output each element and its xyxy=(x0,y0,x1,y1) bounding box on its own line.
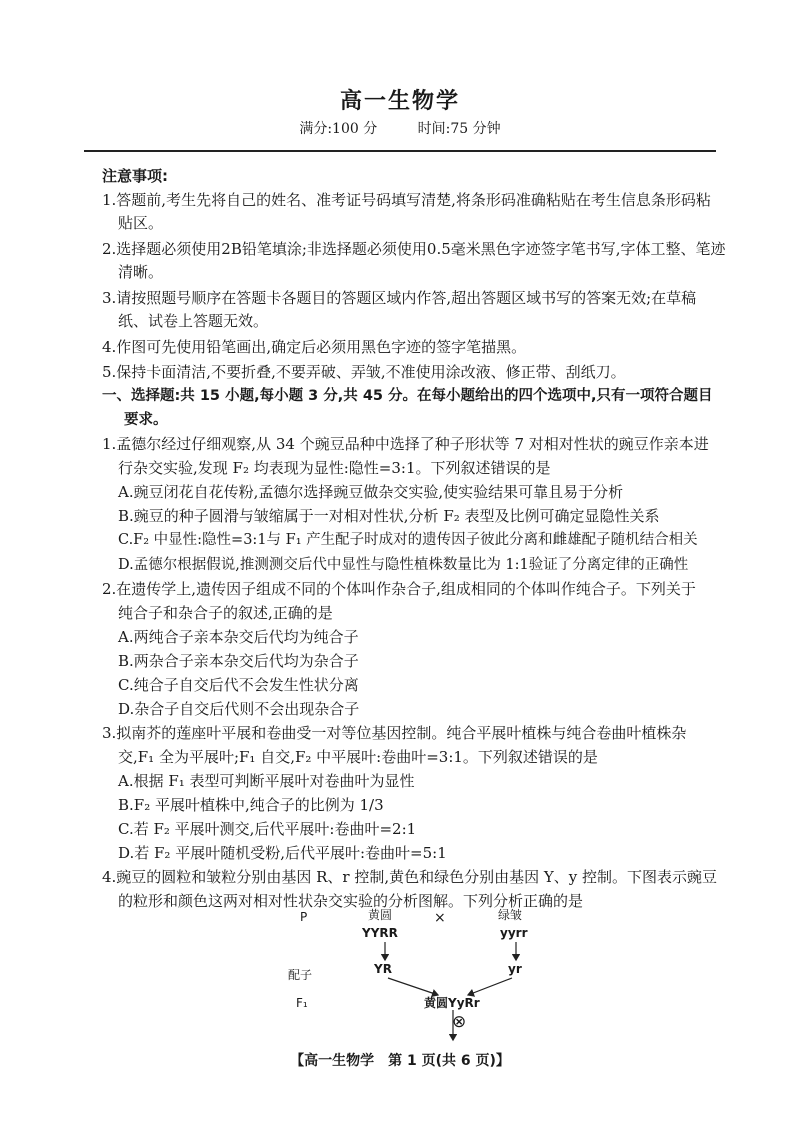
page-footer: 【高一生物学 第 1 页(共 6 页)】 xyxy=(290,1053,510,1069)
diagram-parent2-genotype: yyrr xyxy=(500,926,528,940)
full-score: 满分:100 分 xyxy=(299,121,378,137)
q2-option-b: B.两杂合子亲本杂交后代均为杂合子 xyxy=(118,652,359,670)
q4-stem: 4.豌豆的圆粒和皱粒分别由基因 R、r 控制,黄色和绿色分别由基因 Y、y 控制。下图表示豌豆 xyxy=(102,868,717,886)
notice-item-4: 4.作图可先使用铅笔画出,确定后必须用黑色字迹的签字笔描黑。 xyxy=(102,338,527,356)
selfing-symbol: ⊗ xyxy=(452,1012,467,1032)
q4-stem-cont: 的粒形和颜色这两对相对性状杂交实验的分析图解。下列分析正确的是 xyxy=(118,892,584,910)
q1-option-a: A.豌豆闭花自花传粉,孟德尔选择豌豆做杂交实验,使实验结果可靠且易于分析 xyxy=(118,483,624,501)
section-heading-cont: 要求。 xyxy=(124,412,168,428)
q3-option-c: C.若 F₂ 平展叶测交,后代平展叶:卷曲叶=2:1 xyxy=(118,820,417,838)
notice-heading: 注意事项: xyxy=(102,167,168,185)
notice-item-1: 1.答题前,考生先将自己的姓名、准考证号码填写清楚,将条形码准确粘贴在考生信息条形码粘 xyxy=(102,191,711,209)
notice-item-3-cont: 纸、试卷上答题无效。 xyxy=(118,312,269,330)
header-divider xyxy=(84,150,716,152)
q2-option-a: A.两纯合子亲本杂交后代均为纯合子 xyxy=(118,628,359,646)
arrow-gamete2-to-f1 xyxy=(468,978,512,995)
q3-option-d: D.若 F₂ 平展叶随机受粉,后代平展叶:卷曲叶=5:1 xyxy=(118,844,447,862)
exam-time: 时间:75 分钟 xyxy=(417,121,501,137)
page-title: 高一生物学 xyxy=(339,89,460,114)
q2-option-d: D.杂合子自交后代则不会出现杂合子 xyxy=(118,700,360,718)
q3-option-a: A.根据 F₁ 表型可判断平展叶对卷曲叶为显性 xyxy=(118,772,415,790)
q1-option-c: C.F₂ 中显性:隐性=3:1与 F₁ 产生配子时成对的遗传因子彼此分离和雌雄配子随机结合相关 xyxy=(118,532,698,548)
q2-stem: 2.在遗传学上,遗传因子组成不同的个体叫作杂合子,组成相同的个体叫作纯合子。下列关于 xyxy=(102,580,696,598)
diagram-parent1-genotype: YYRR xyxy=(362,926,398,940)
q1-stem: 1.孟德尔经过仔细观察,从 34 个豌豆品种中选择了种子形状等 7 对相对性状的豌豆作亲本进 xyxy=(102,435,709,453)
section-heading: 一、选择题:共 15 小题,每小题 3 分,共 45 分。在每小题给出的四个选项中,只有一项符合题目 xyxy=(102,388,713,404)
diagram-gamete-1: YR xyxy=(374,962,392,976)
diagram-p-label: P xyxy=(300,910,308,924)
diagram-f1-genotype: 黄圆YyRr xyxy=(424,996,480,1010)
diagram-gamete-2: yr xyxy=(508,962,522,976)
notice-item-3: 3.请按照题号顺序在答题卡各题目的答题区域内作答,超出答题区域书写的答案无效;在草稿 xyxy=(102,289,697,307)
q1-option-b: B.豌豆的种子圆滑与皱缩属于一对相对性状,分析 F₂ 表型及比例可确定显隐性关系 xyxy=(118,507,660,525)
q1-option-d: D.孟德尔根据假说,推测测交后代中显性与隐性植株数量比为 1:1验证了分离定律的正确性 xyxy=(118,557,689,573)
q3-stem-cont: 交,F₁ 全为平展叶;F₁ 自交,F₂ 中平展叶:卷曲叶=3:1。下列叙述错误的是 xyxy=(118,748,598,766)
exam-info xyxy=(0,118,800,138)
notice-item-2-cont: 清晰。 xyxy=(118,263,164,281)
q1-stem-cont: 行杂交实验,发现 F₂ 均表现为显性:隐性=3:1。下列叙述错误的是 xyxy=(118,459,551,477)
q2-stem-cont: 纯合子和杂合子的叙述,正确的是 xyxy=(118,604,333,622)
q3-option-b: B.F₂ 平展叶植株中,纯合子的比例为 1/3 xyxy=(118,796,384,814)
notice-item-2: 2.选择题必须使用2B铅笔填涂;非选择题必须使用0.5毫米黑色字迹签字笔书写,字体工整、笔迹 xyxy=(102,240,726,258)
diagram-gamete-label: 配子 xyxy=(288,968,313,982)
diagram-parent1-phenotype: 黄圆 xyxy=(368,908,393,922)
q2-option-c: C.纯合子自交后代不会发生性状分离 xyxy=(118,676,359,694)
diagram-parent2-phenotype: 绿皱 xyxy=(498,908,523,922)
notice-item-1-cont: 贴区。 xyxy=(118,214,164,232)
diagram-cross-symbol: × xyxy=(434,910,446,926)
notice-item-5: 5.保持卡面清洁,不要折叠,不要弄破、弄皱,不准使用涂改液、修正带、刮纸刀。 xyxy=(102,363,626,381)
q3-stem: 3.拟南芥的莲座叶平展和卷曲受一对等位基因控制。纯合平展叶植株与纯合卷曲叶植株杂 xyxy=(102,724,687,742)
diagram-f1-label: F₁ xyxy=(296,996,308,1010)
arrow-gamete1-to-f1 xyxy=(388,978,438,995)
